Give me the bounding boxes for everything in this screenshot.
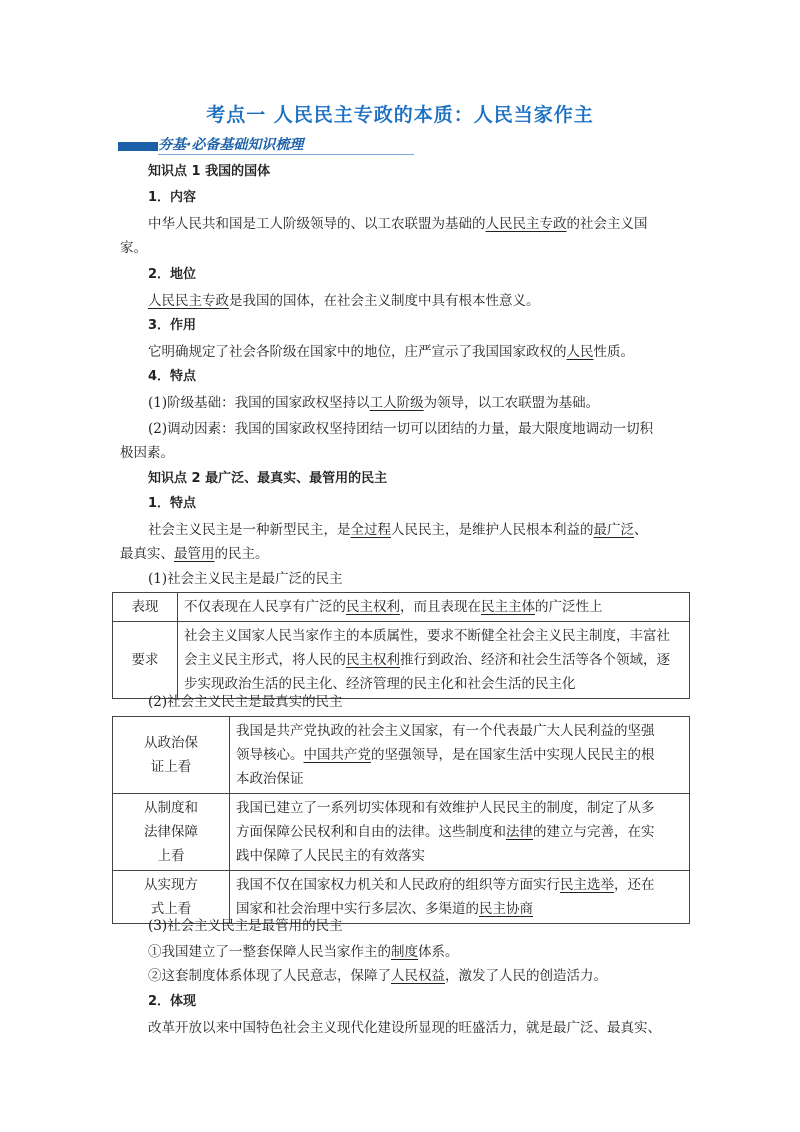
kp2-s2-title: 2．体现: [148, 994, 197, 1009]
kp1-s1-title: 1．内容: [148, 190, 197, 205]
kp2-heading: 知识点 2 最广泛、最真实、最管用的民主: [148, 471, 388, 486]
kp2-sub3-item2: ②这套制度体系体现了人民意志，保障了人民权益，激发了人民的创造活力。: [148, 968, 607, 984]
section-banner: [118, 134, 414, 156]
table-cell-header: 从实现方 式上看: [113, 871, 230, 924]
kp2-sub3: (3)社会主义民主是最管用的民主: [148, 918, 343, 934]
table-broadest: [112, 592, 690, 699]
table-row: [113, 794, 690, 871]
table-cell-header: 要求: [113, 622, 178, 699]
table-truest: [112, 716, 690, 924]
banner-marker: [118, 142, 158, 151]
table-cell-header: 从制度和 法律保障 上看: [113, 794, 230, 871]
table-cell: 不仅表现在人民享有广泛的民主权利，而且表现在民主主体的广泛性上: [178, 593, 690, 622]
kp2-sub2: (2)社会主义民主是最真实的民主: [148, 694, 343, 710]
table-cell-header: 从政治保 证上看: [113, 717, 230, 794]
table-cell: 我国不仅在国家权力机关和人民政府的组织等方面实行民主选举，还在 国家和社会治理中实行多层次、多渠道的民主协商: [230, 871, 690, 924]
kp1-s2-title: 2．地位: [148, 267, 197, 282]
kp2-s1-title: 1．特点: [148, 496, 197, 511]
kp2-sub3-item1: ①我国建立了一整套保障人民当家作主的制度体系。: [148, 944, 459, 960]
page-title: 考点一 人民民主专政的本质：人民当家作主: [206, 104, 594, 126]
kp1-s3-text: 它明确规定了社会各阶级在国家中的地位，庄严宣示了我国国家政权的人民性质。: [148, 344, 634, 360]
kp1-s2-text: 人民民主专政是我国的国体，在社会主义制度中具有根本性意义。: [148, 293, 540, 309]
kp2-p1: 社会主义民主是一种新型民主，是全过程人民民主，是维护人民根本利益的最广泛、: [148, 522, 648, 538]
table-row: [113, 717, 690, 794]
table-row: [113, 622, 690, 699]
banner-underline: [158, 154, 414, 155]
kp2-sub1: (1)社会主义民主是最广泛的民主: [148, 571, 343, 587]
kp2-p2: 最真实、最管用的民主。: [120, 546, 269, 562]
kp1-s4-title: 4．特点: [148, 369, 197, 384]
kp1-s4-item2-cont: 极因素。: [120, 445, 174, 461]
table-cell: 我国是共产党执政的社会主义国家，有一个代表最广大人民利益的坚强 领导核心。中国共产党的坚强领导，是在国家生活中实现人民民主的根 本政治保证: [230, 717, 690, 794]
kp1-s3-title: 3．作用: [148, 318, 197, 333]
kp1-s1-text: 中华人民共和国是工人阶级领导的、以工农联盟为基础的人民民主专政的社会主义国: [148, 216, 648, 232]
table-cell-header: 表现: [113, 593, 178, 622]
kp1-heading: 知识点 1 我国的国体: [148, 164, 271, 179]
banner-text: 夯基·必备基础知识梳理: [158, 137, 304, 153]
kp1-s4-item1: (1)阶级基础：我国的国家政权坚持以工人阶级为领导，以工农联盟为基础。: [148, 395, 600, 411]
table-cell: 社会主义国家人民当家作主的本质属性，要求不断健全社会主义民主制度，丰富社 会主义民主形式，将人民的民主权利推行到政治、经济和社会生活等各个领域，逐 步实现政治生活的民主化、经济管理的民主化和社会生活的民主化: [178, 622, 690, 699]
kp1-s1-text-cont: 家。: [120, 240, 147, 256]
kp2-s2-text: 改革开放以来中国特色社会主义现代化建设所显现的旺盛活力，就是最广泛、最真实、: [148, 1020, 661, 1036]
kp1-s4-item2: (2)调动因素：我国的国家政权坚持团结一切可以团结的力量，最大限度地调动一切积: [148, 421, 654, 437]
table-row: [113, 593, 690, 622]
table-cell: 我国已建立了一系列切实体现和有效维护人民民主的制度，制定了从多 方面保障公民权利和自由的法律。这些制度和法律的建立与完善，在实 践中保障了人民民主的有效落实: [230, 794, 690, 871]
